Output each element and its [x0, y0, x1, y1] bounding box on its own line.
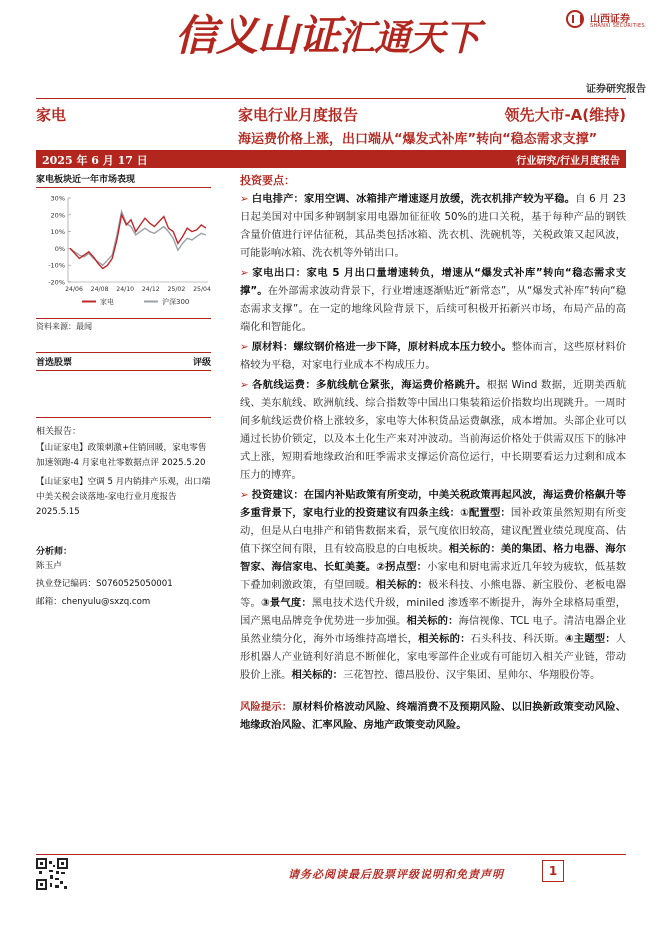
risk-warning [240, 698, 626, 734]
report-type: 证券研究报告 [586, 84, 646, 95]
p5-text8: 三花智控、德昌股份、汉宇集团、星帅尔、华翔股份等。 [342, 669, 601, 681]
page-number: 1 [542, 860, 564, 882]
p2-text: 在外部需求波动背景下，行业增速逐渐贴近“新常态”，从“爆发式补库”转向“稳态需求支撑”。在一定的地缘风险背景下，后续可积极开拓新兴市场，布局产品的高端化和智能化。 [240, 285, 626, 333]
p5-bold6: 相关标的： [418, 633, 471, 645]
chart-heading: 家电板块近一年市场表现 [36, 175, 136, 185]
p5-bold3: 相关标的： [375, 579, 428, 591]
bullet-arrow-icon: ➢ [240, 267, 249, 279]
footer-divider [36, 854, 626, 855]
y-tick-label: 20% [50, 211, 65, 220]
p1-text: 自 6 月 23 日起美国对中国多种钢制家用电器加征征收 50%的进口关税，基于每种产品的钢铁含量价值进行评估征税，其品类包括冰箱、洗衣机、洗碗机等，关税政策又起风波，可能影响冰箱、洗衣机等外销出口。 [240, 193, 626, 259]
x-tick-label: 24/12 [141, 286, 160, 293]
analyst-email[interactable]: 邮箱：chenyulu@sxzq.com [36, 597, 151, 607]
slogan-part2: 汇通天下 [339, 17, 480, 59]
chart-bottom-rule [36, 318, 211, 319]
date-bar [36, 150, 626, 168]
p5-bold5: 相关标的： [406, 615, 459, 627]
y-tick-label: -10% [48, 261, 65, 270]
sector-label: 家电 [36, 106, 67, 124]
p5-bold7: ④主题型： [564, 633, 616, 645]
x-tick-label: 24/10 [116, 286, 135, 293]
p5-text2: 小家电和厨电需求近几年较为疲软，低基数下叠加刺激政策，有望回暖。 [240, 561, 626, 591]
p5-bold2: 相关标的：美的集团、格力电器、海尔智家、海信家电、长虹美菱。②拐点型： [240, 543, 627, 573]
rating-label: 领先大市-A(维持) [504, 106, 626, 124]
chart-source: 资料来源：最闻 [36, 322, 92, 331]
x-tick-label: 24/08 [90, 286, 109, 293]
series-line-csi300 [70, 211, 206, 265]
p2-bold: 家电出口：家电 5 月出口量增速转负，增速从“爆发式补库”转向“稳态需求支撑”。 [240, 267, 626, 297]
report-subtitle: 海运费价格上涨，出口端从“爆发式补库”转向“稳态需求支撑” [238, 132, 598, 147]
bullet-arrow-icon: ➢ [240, 379, 249, 391]
series-line-appliance [70, 215, 206, 269]
bullet-arrow-icon: ➢ [240, 489, 249, 501]
left-column [36, 172, 211, 611]
analyst-title: 分析师： [36, 547, 73, 557]
header-divider [36, 98, 626, 99]
point-investment [240, 486, 626, 684]
report-date: 2025 年 6 月 17 日 [42, 154, 148, 167]
related-report-1[interactable]: 【山证家电】政策刺激+住销回暖，家电零售加速领跑-4 月家电社零数据点评 2025.5.20 [36, 443, 207, 468]
picks-rating-label: 评级 [192, 358, 211, 368]
p5-bold8: 相关标的： [291, 669, 343, 681]
report-category: 行业研究/行业月度报告 [516, 156, 620, 167]
banner-slogan [175, 11, 480, 60]
slogan-part1: 信义山证 [175, 11, 340, 60]
point-freight [240, 376, 626, 484]
risk-label: 风险提示： [240, 701, 293, 713]
p5-bold4: ③景气度： [261, 597, 312, 609]
footer-disclaimer[interactable]: 请务必阅读最后股票评级说明和免责声明 [288, 868, 504, 881]
logo-en: SHANXI SECURITIES [590, 23, 645, 29]
qr-code-icon [36, 858, 68, 890]
logo-cn: 山西证券 [590, 14, 630, 25]
p5-text5: 海信视像、TCL 电子。清洁电器企业虽然业绩分化，海外市场维持高增长， [240, 615, 626, 645]
analyst-cert: 执业登记编码：S0760525050001 [36, 579, 173, 589]
y-tick-label: 0% [54, 244, 65, 253]
p5-text6: 石头科技、科沃斯。 [470, 633, 565, 645]
p4-text: 根据 Wind 数据，近期美西航线、美东航线、欧洲航线、综合指数等中国出口集装箱运价指数均出现跳升。一周时间多航线运费价格上涨较多，家电等大体积货品运费飙涨，成本增加。头部企业可以通过长协价锁定，以及本土化生产来对冲波动。当前海运价格处于供需双压下的脉冲式上涨，短期看地缘政治和旺季需求支撑运价高位运行，中长期要看运力过剩和成本压力的博弈。 [240, 379, 626, 481]
related-title: 相关报告： [36, 427, 82, 437]
analyst-name: 陈玉卢 [36, 561, 62, 571]
y-tick-label: 10% [50, 228, 65, 237]
company-logo [566, 8, 656, 34]
point-exports [240, 264, 626, 336]
legend-label: 沪深300 [162, 298, 190, 306]
bullet-arrow-icon: ➢ [240, 341, 249, 353]
right-column [240, 172, 626, 736]
p1-bold: 白电排产：家用空调、冰箱排产增速逐月放缓，洗衣机排产较为平稳。 [251, 193, 576, 205]
y-tick-label: -20% [48, 278, 65, 287]
x-tick-label: 25/04 [193, 286, 211, 293]
p5-bold1: 投资建议：在国内补贴政策有所变动，中美关税政策再起风波，海运费价格飙升等多重背景下，家电行业的投资建议有四条主线：①配置型： [240, 489, 626, 519]
x-tick-label: 25/02 [167, 286, 186, 293]
market-chart [36, 188, 214, 318]
legend-label: 家电 [100, 298, 114, 306]
p5-text4: 黑电技术迭代升级，miniled 渗透率不断提升，海外全球格局重塑，国产黑电品牌竞争优势进一步加强。 [240, 597, 627, 627]
point-white-goods [240, 190, 626, 262]
picks-header-label: 首选股票 [36, 358, 73, 368]
picks-header [36, 352, 211, 371]
risk-text: 原材料价格波动风险、终端消费不及预期风险、以旧换新政策变动风险、地缘政治风险、汇率风险、房地产政策变动风险。 [240, 701, 627, 731]
p3-text: 整体而言，这些原材料价格较为平稳，对家电行业成本不构成压力。 [240, 341, 627, 371]
bullet-arrow-icon: ➢ [240, 193, 249, 205]
p3-bold: 原材料：螺纹钢价格进一步下降，原材料成本压力较小。 [251, 341, 512, 353]
related-report-2[interactable]: 【山证家电】空调 5 月内销排产乐观，出口端中美关税会谈落地-家电行业月度报告 2025.5.15 [36, 477, 211, 517]
key-points-heading: 投资要点： [240, 174, 295, 187]
logo-icon [566, 10, 584, 28]
p5-text7: 人形机器人产业链利好消息不断催化，家电零部件企业或有可能切入相关产业链，带动股价上涨。 [240, 633, 627, 681]
x-tick-label: 24/06 [65, 286, 83, 293]
p5-text1: 国补政策虽然短期有所变动，但是从白电排产和销售数据来看，景气度依旧较高，建议配置业绩兑现度高、估值下探空间有限，且有较高股息的白电板块。 [240, 507, 627, 555]
point-materials [240, 338, 626, 374]
y-tick-label: 30% [50, 194, 65, 203]
report-title: 家电行业月度报告 [238, 106, 359, 124]
p4-bold: 各航线运费：多航线航仓紧张，海运费价格跳升。 [251, 379, 487, 391]
p5-text3: 极米科技、小熊电器、新宝股份、老板电器等。 [240, 579, 627, 609]
market-chart-svg [36, 188, 214, 318]
